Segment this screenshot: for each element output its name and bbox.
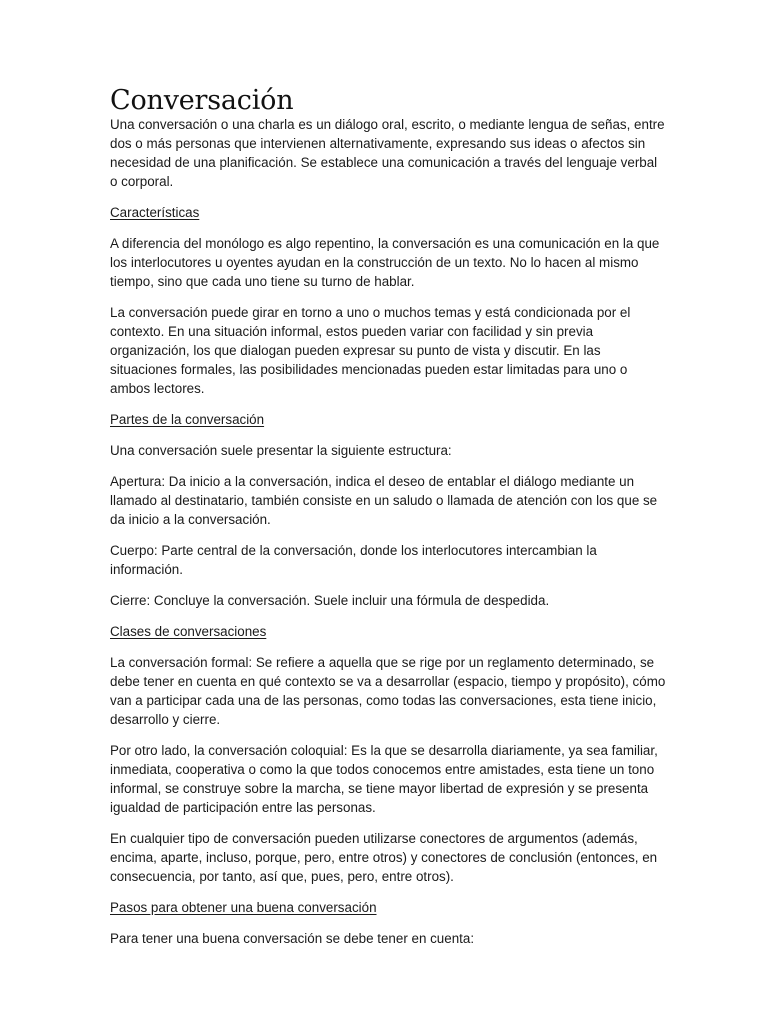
body-paragraph: Una conversación suele presentar la siguiente estructura:: [110, 443, 452, 458]
body-paragraph: Para tener una buena conversación se debe tener en cuenta:: [110, 931, 475, 946]
body-paragraph: La conversación puede girar en torno a uno o muchos temas y está condicionada por el contexto. En una situación informal, estos pueden variar con facilidad y sin previa organización, los que dialogan pueden expresar su punto de vista y discutir. En las situaciones formales, las posibilidades mencionadas pueden estar limitadas para uno o ambos lectores.: [110, 305, 631, 396]
body-paragraph: Apertura: Da inicio a la conversación, indica el deseo de entablar el diálogo mediante un llamado al destinatario, también consiste en un saludo o llamada de atención con los que se da inicio a la conversación.: [110, 474, 658, 527]
body-paragraph: Cuerpo: Parte central de la conversación, donde los interlocutores intercambian la información.: [110, 543, 597, 577]
document-title: Conversación: [110, 85, 294, 116]
body-paragraph: En cualquier tipo de conversación pueden utilizarse conectores de argumentos (además, encima, aparte, incluso, porque, pero, entre otros) y conectores de conclusión (entonces, en consecuencia, por tanto, así que, pues, pero, entre otros).: [110, 831, 658, 884]
section-heading-caracteristicas: Características: [110, 205, 200, 220]
body-paragraph: La conversación formal: Se refiere a aquella que se rige por un reglamento determinado, se debe tener en cuenta en qué contexto se va a desarrollar (espacio, tiempo y propósito), cómo van a participar cada una de las personas, como todas las conversaciones, esta tiene inicio, desarrollo y cierre.: [110, 655, 666, 727]
section-heading-clases: Clases de conversaciones: [110, 624, 267, 639]
intro-paragraph: Una conversación o una charla es un diálogo oral, escrito, o mediante lengua de señas, entre dos o más personas que intervienen alternativamente, expresando sus ideas o afectos sin necesidad de una planificación. Se establece una comunicación a través del lenguaje verbal o corporal.: [110, 117, 665, 189]
section-heading-partes: Partes de la conversación: [110, 412, 265, 427]
section-heading-pasos: Pasos para obtener una buena conversación: [110, 900, 377, 915]
body-paragraph: Por otro lado, la conversación coloquial: Es la que se desarrolla diariamente, ya sea familiar, inmediata, cooperativa o como la que todos conocemos entre amistades, esta tiene un tono informal, se construye sobre la marcha, se tiene mayor libertad de expresión y se presenta igualdad de participación entre las personas.: [110, 743, 658, 815]
body-paragraph: Cierre: Concluye la conversación. Suele incluir una fórmula de despedida.: [110, 593, 550, 608]
body-paragraph: A diferencia del monólogo es algo repentino, la conversación es una comunicación en la que los interlocutores u oyentes ayudan en la construcción de un texto. No lo hacen al mismo tiempo, sino que cada uno tiene su turno de hablar.: [110, 236, 660, 289]
